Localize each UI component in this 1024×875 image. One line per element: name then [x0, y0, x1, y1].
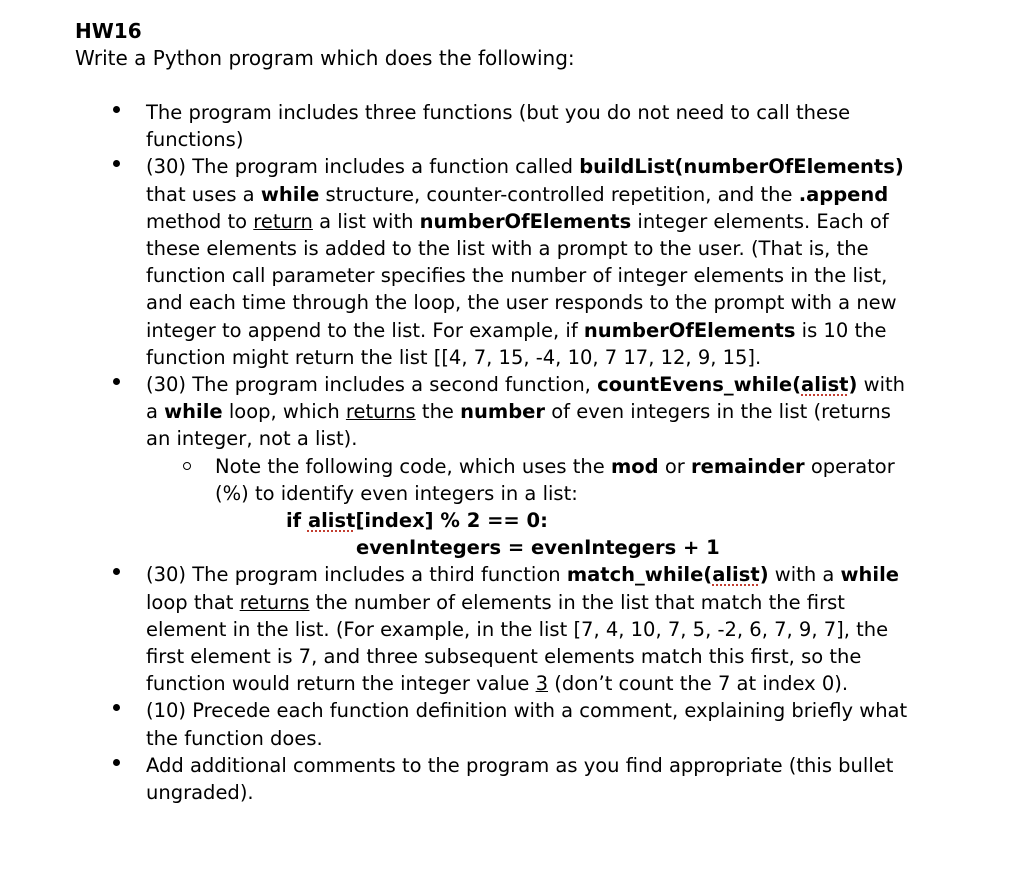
instructions-heading: Write a Python program which does the following: — [75, 46, 575, 70]
function-name-buildlist: buildList(numberOfElements) — [579, 155, 904, 179]
code-line-increment: evenIntegers = evenIntegers + 1 — [356, 536, 720, 560]
list-item-matchwhile: (30) The program includes a third function match_while(alist) with a while loop that returns the number of elements in the list that match the first element in the list. (For example, in the list [7, 4, 10, 7, 5, -2, 6, 7, 9, 7], the first element is 7, and three subsequent elements match this first, so the function would return the integer value 3 (don’t count the 7 at index 0). — [0, 561, 921, 697]
sub-item-mod-note: Note the following code, which uses the mod or remainder operator (%) to identify even integers in a list: — [0, 453, 915, 507]
circle-bullet-icon — [183, 462, 191, 470]
bullet-icon — [113, 759, 120, 766]
list-item-extra-comments: Add additional comments to the program as you find appropriate (this bullet ungraded). — [0, 752, 921, 806]
bullet-icon — [113, 378, 120, 385]
bullet-icon — [113, 106, 120, 113]
list-item-countevens: (30) The program includes a second function, countEvens_while(alist) with a while loop, which returns the number of even integers in the list (returns an integer, not a list). — [0, 371, 921, 453]
requirements-list — [0, 99, 1024, 806]
page-title: HW16 — [75, 19, 142, 43]
bullet-icon — [113, 160, 120, 167]
bullet-icon — [113, 568, 120, 575]
code-line-if: if alist[index] % 2 == 0: — [286, 509, 548, 533]
function-name-matchwhile: match_while(alist) — [566, 563, 769, 587]
list-item-comments: (10) Precede each function definition with a comment, explaining briefly what the function does. — [0, 697, 921, 751]
bullet-icon — [113, 704, 120, 711]
list-item-buildlist: (30) The program includes a function called buildList(numberOfElements) that uses a while structure, counter-controlled repetition, and the .append method to return a list with numberOfElements integer elements. Each of these elements is added to the list with a prompt to the user. (That is, the function call parameter specifies the number of integer elements in the list, and each time through the loop, the user responds to the prompt with a new integer to append to the list. For example, if numberOfElements is 10 the function might return the list [[4, 7, 15, -4, 10, 7 17, 12, 9, 15]. — [0, 153, 921, 371]
function-name-countevens: countEvens_while(alist) — [597, 373, 858, 397]
list-item-functions: The program includes three functions (but you do not need to call these functions) — [0, 99, 921, 153]
